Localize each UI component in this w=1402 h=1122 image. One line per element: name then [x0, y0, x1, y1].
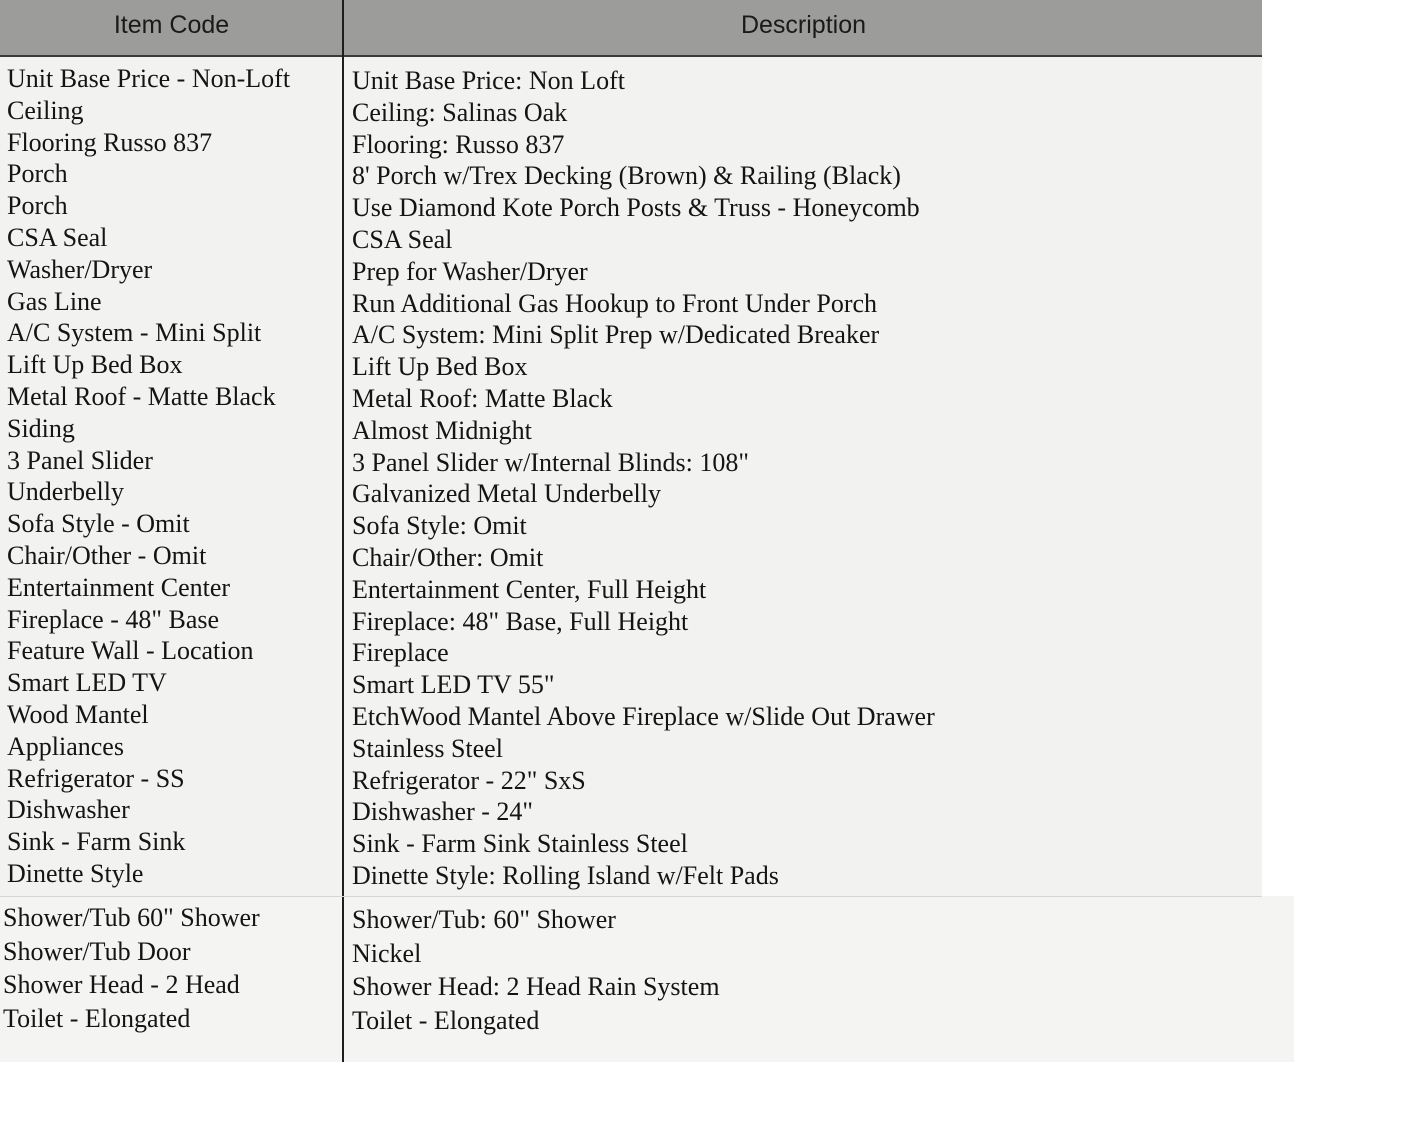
description-cell: Metal Roof: Matte Black — [352, 384, 613, 413]
item-code-cell: Siding — [7, 413, 75, 443]
item-code-cell: CSA Seal — [7, 223, 108, 252]
item-code-cell: Lift Up Bed Box — [7, 350, 183, 380]
item-code-cell: Underbelly — [7, 477, 124, 507]
item-code-cell: Sofa Style - Omit — [7, 509, 190, 539]
item-code-cell: Ceiling — [7, 95, 84, 125]
description-cell: 3 Panel Slider w/Internal Blinds: 108" — [352, 447, 749, 477]
description-cell: Nickel — [352, 938, 422, 968]
item-code-cell: Entertainment Center — [7, 572, 231, 602]
description-cell: Fireplace: 48" Base, Full Height — [352, 606, 689, 636]
item-code-cell: Dinette Style — [7, 859, 144, 888]
description-cell: Fireplace — [352, 638, 449, 668]
description-cell: Lift Up Bed Box — [352, 352, 528, 382]
item-code-cell: Porch — [7, 191, 68, 221]
item-code-cell: Toilet - Elongated — [3, 1003, 191, 1033]
description-cell: Flooring: Russo 837 — [352, 129, 565, 159]
description-cell: Entertainment Center, Full Height — [352, 574, 707, 604]
description-cell: Chair/Other: Omit — [352, 543, 544, 572]
description-cell: Use Diamond Kote Porch Posts & Truss - Honeycomb — [352, 193, 920, 223]
item-code-cell: Dishwasher — [7, 795, 130, 825]
description-cell: Sofa Style: Omit — [352, 511, 527, 541]
description-cell: Prep for Washer/Dryer — [352, 256, 588, 286]
description-cell: Dishwasher - 24" — [352, 797, 534, 827]
item-code-cell: Gas Line — [7, 286, 102, 316]
section-divider — [0, 896, 1262, 897]
description-cell: Stainless Steel — [352, 733, 503, 763]
description-cell: A/C System: Mini Split Prep w/Dedicated Breaker — [352, 320, 880, 350]
item-code-cell: Fireplace - 48" Base — [7, 604, 220, 634]
item-code-cell: Unit Base Price - Non-Loft — [7, 64, 291, 93]
description-cell: Shower Head: 2 Head Rain System — [352, 972, 720, 1001]
item-code-cell: Shower/Tub Door — [3, 936, 191, 966]
item-code-cell: Appliances — [7, 731, 124, 761]
item-code-cell: Metal Roof - Matte Black — [7, 382, 276, 411]
item-code-cell: Smart LED TV — [7, 668, 167, 698]
description-cell: Smart LED TV 55" — [352, 670, 555, 700]
description-cell: Toilet - Elongated — [352, 1005, 540, 1035]
item-code-cell: Washer/Dryer — [7, 254, 153, 284]
description-cell: 8' Porch w/Trex Decking (Brown) & Railing (Black) — [352, 161, 901, 191]
description-cell: Ceiling: Salinas Oak — [352, 97, 568, 127]
table-header — [0, 0, 1262, 57]
description-cell: Unit Base Price: Non Loft — [352, 66, 625, 95]
item-code-cell: Shower/Tub 60" Shower — [3, 903, 260, 932]
item-code-cell: Sink - Farm Sink — [7, 827, 186, 857]
header-item-code: Item Code — [113, 11, 230, 39]
item-code-cell: Porch — [7, 159, 68, 189]
item-code-cell: A/C System - Mini Split — [7, 318, 262, 348]
item-code-cell: Shower Head - 2 Head — [3, 970, 240, 999]
description-cell: Galvanized Metal Underbelly — [352, 479, 661, 509]
item-code-cell: Chair/Other - Omit — [7, 541, 207, 570]
description-cell: Shower/Tub: 60" Shower — [352, 905, 616, 934]
description-cell: Almost Midnight — [352, 415, 532, 445]
item-code-cell: Refrigerator - SS — [7, 763, 185, 793]
description-cell: Refrigerator - 22" SxS — [352, 765, 586, 795]
description-cell: CSA Seal — [352, 225, 453, 254]
item-code-cell: Feature Wall - Location — [7, 636, 254, 666]
header-description: Description — [740, 11, 867, 39]
column-divider — [342, 0, 344, 1062]
item-code-cell: 3 Panel Slider — [7, 445, 153, 475]
description-cell: Dinette Style: Rolling Island w/Felt Pads — [352, 861, 779, 890]
description-cell: EtchWood Mantel Above Fireplace w/Slide Out Drawer — [352, 702, 935, 731]
item-code-cell: Wood Mantel — [7, 700, 149, 729]
description-cell: Run Additional Gas Hookup to Front Under Porch — [352, 288, 878, 318]
description-cell: Sink - Farm Sink Stainless Steel — [352, 829, 688, 859]
item-code-cell: Flooring Russo 837 — [7, 127, 213, 157]
